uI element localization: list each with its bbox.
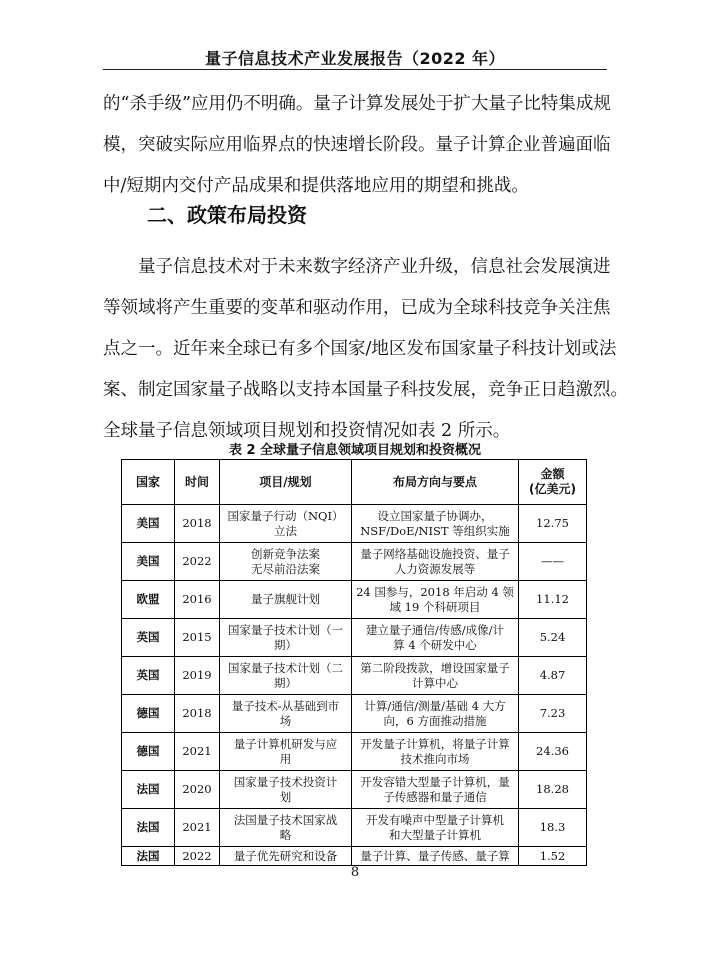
cell-line: 建立量子通信/传感/成像/计 [365, 622, 505, 637]
cell-project [220, 543, 352, 581]
header-project: 项目/规划 [220, 460, 352, 505]
cell-line: 子传感器和量子通信 [383, 789, 487, 804]
cell-year: 2015 [175, 619, 220, 657]
cell-project [220, 581, 352, 619]
cell-country: 法国 [122, 809, 175, 847]
cell-line: 量子计算、量子传感、量子算 [360, 848, 510, 863]
cell-direction [352, 695, 519, 733]
text-line: 等领域将产生重要的变革和驱动作用，已成为全球科技竞争关注焦 [103, 298, 611, 318]
cell-line: 国家量子技术计划（一 [228, 622, 343, 637]
table-row [122, 695, 587, 733]
cell-country: 法国 [122, 847, 175, 866]
cell-line: 期） [274, 675, 297, 690]
cell-direction [352, 809, 519, 847]
text-line: 模，突破实际应用临界点的快速增长阶段。量子计算企业普遍面临 [103, 135, 611, 155]
cell-amount: 5.24 [519, 619, 587, 657]
cell-line: 向，6 方面推动措施 [383, 713, 487, 728]
header-amount-line: 金额 [540, 467, 565, 481]
cell-line: 量子优先研究和设备 [233, 848, 338, 863]
cell-direction [352, 543, 519, 581]
cell-amount: 4.87 [519, 657, 587, 695]
cell-project [220, 847, 352, 866]
table-row [122, 809, 587, 847]
header-divider [103, 69, 607, 70]
table-row [122, 847, 587, 866]
cell-amount: 18.28 [519, 771, 587, 809]
table-row [122, 771, 587, 809]
cell-line: 第二阶段拨款，增设国家量子 [360, 660, 510, 675]
table-caption: 表 2 全球量子信息领域项目规划和投资概况 [228, 443, 482, 458]
cell-amount: 12.75 [519, 505, 587, 543]
cell-line: 国家量子技术投资计 [233, 774, 338, 789]
cell-year: 2016 [175, 581, 220, 619]
table-row [122, 657, 587, 695]
table-row [122, 543, 587, 581]
cell-line: 量子计算机研发与应 [233, 736, 338, 751]
table-header-row [122, 460, 587, 505]
header-direction: 布局方向与要点 [352, 460, 519, 505]
header-amount [519, 460, 587, 505]
cell-amount: 18.3 [519, 809, 587, 847]
body-paragraph [103, 247, 628, 452]
table-row [122, 505, 587, 543]
cell-amount: 24.36 [519, 733, 587, 771]
cell-country: 欧盟 [122, 581, 175, 619]
cell-direction [352, 505, 519, 543]
header-country: 国家 [122, 460, 175, 505]
cell-year: 2018 [175, 695, 220, 733]
cell-line: 法国量子技术国家战 [233, 812, 338, 827]
cell-project [220, 809, 352, 847]
cell-line: 期） [274, 637, 297, 652]
cell-amount: 1.52 [519, 847, 587, 866]
report-header-title: 量子信息技术产业发展报告（2022 年） [204, 49, 506, 68]
cell-project [220, 733, 352, 771]
investment-table [121, 459, 587, 866]
cell-amount: 11.12 [519, 581, 587, 619]
cell-line: 划 [279, 789, 292, 804]
cell-line: NSF/DoE/NIST 等组织实施 [360, 523, 510, 538]
cell-country: 英国 [122, 657, 175, 695]
cell-direction [352, 733, 519, 771]
cell-line: 无尽前沿法案 [251, 561, 320, 576]
cell-country: 英国 [122, 619, 175, 657]
cell-line: 和大型量子计算机 [389, 827, 481, 842]
table-row [122, 619, 587, 657]
cell-country: 德国 [122, 733, 175, 771]
cell-project [220, 771, 352, 809]
cell-line: 量子旗舰计划 [251, 592, 320, 606]
section-heading: 二、政策布局投资 [147, 203, 307, 227]
cell-line: 人力资源发展等 [394, 561, 476, 576]
text-line: 中/短期内交付产品成果和提供落地应用的期望和挑战。 [103, 176, 529, 196]
cell-line: 24 国参与，2018 年启动 4 领 [356, 584, 514, 599]
cell-amount: —— [519, 543, 587, 581]
cell-year: 2022 [175, 543, 220, 581]
cell-line: 创新竞争法案 [251, 546, 320, 561]
cell-line: 算 4 个研发中心 [393, 637, 477, 652]
cell-line: 开发容错大型量子计算机，量 [360, 774, 510, 789]
cell-line: 量子网络基础设施投资、量子 [360, 546, 510, 561]
cell-direction [352, 771, 519, 809]
cell-year: 2022 [175, 847, 220, 866]
cell-line: 量子技术-从基础到市 [231, 698, 340, 713]
cell-country: 美国 [122, 543, 175, 581]
cell-line: 域 19 个科研项目 [389, 599, 481, 614]
cell-direction [352, 657, 519, 695]
text-line: 案、制定国家量子战略以支持本国量子科技发展，竞争正日趋激烈。 [103, 380, 628, 400]
page-number: 8 [350, 865, 360, 880]
cell-project [220, 619, 352, 657]
cell-line: 国家量子技术计划（二 [228, 660, 343, 675]
header-year: 时间 [175, 460, 220, 505]
cell-year: 2020 [175, 771, 220, 809]
text-line: 全球量子信息领域项目规划和投资情况如表 2 所示。 [103, 421, 511, 441]
cell-amount: 7.23 [519, 695, 587, 733]
cell-direction [352, 619, 519, 657]
cell-line: 开发量子计算机，将量子计算 [360, 736, 510, 751]
cell-project [220, 695, 352, 733]
cell-line: 设立国家量子协调办， [377, 508, 493, 523]
cell-line: 场 [279, 713, 292, 728]
cell-line: 技术推向市场 [400, 751, 470, 766]
intro-paragraph [103, 84, 611, 207]
cell-country: 德国 [122, 695, 175, 733]
table-row [122, 581, 587, 619]
cell-year: 2021 [175, 809, 220, 847]
cell-line: 立法 [274, 523, 297, 538]
cell-year: 2018 [175, 505, 220, 543]
cell-line: 开发有噪声中型量子计算机 [366, 812, 504, 827]
text-line: 的“杀手级”应用仍不明确。量子计算发展处于扩大量子比特集成规 [103, 94, 611, 114]
cell-country: 法国 [122, 771, 175, 809]
table-row [122, 733, 587, 771]
cell-line: 略 [279, 827, 292, 842]
cell-line: 用 [279, 751, 292, 766]
cell-line: 国家量子行动（NQI） [227, 508, 344, 523]
cell-project [220, 657, 352, 695]
header-amount-line: (亿美元) [529, 482, 576, 496]
cell-line: 计算/通信/测量/基础 4 大方 [364, 698, 506, 713]
cell-year: 2019 [175, 657, 220, 695]
cell-project [220, 505, 352, 543]
cell-year: 2021 [175, 733, 220, 771]
cell-direction [352, 581, 519, 619]
text-line: 量子信息技术对于未来数字经济产业升级，信息社会发展演进 [138, 257, 611, 277]
cell-country: 美国 [122, 505, 175, 543]
text-line: 点之一。近年来全球已有多个国家/地区发布国家量子科技计划或法 [103, 339, 617, 359]
cell-line: 计算中心 [412, 675, 458, 690]
cell-direction [352, 847, 519, 866]
